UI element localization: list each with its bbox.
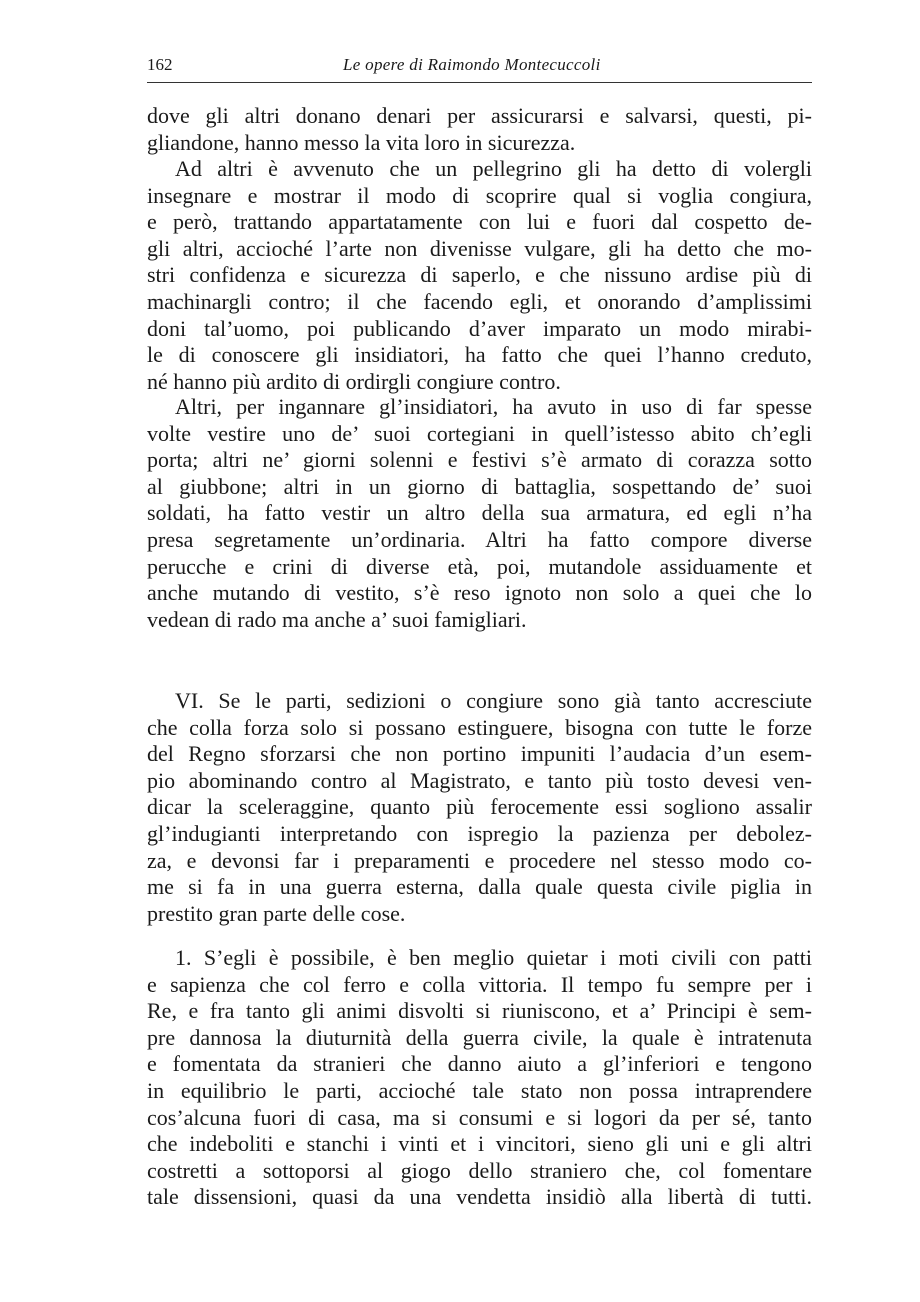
- text-line: gli altri, accioché l’arte non divenisse vulgare, gli ha detto che mo-: [147, 235, 812, 261]
- running-title: Le opere di Raimondo Montecuccoli: [343, 55, 601, 74]
- text-line: costretti a sottoporsi al giogo dello straniero che, col fomentare: [147, 1157, 812, 1183]
- page-number: 162: [147, 55, 173, 74]
- text-line: tale dissensioni, quasi da una vendetta insidiò alla libertà di tutti.: [147, 1184, 812, 1210]
- paragraph-2: [147, 156, 812, 395]
- text-line: le di conoscere gli insidiatori, ha fatto che quei l’hanno creduto,: [147, 342, 812, 368]
- text-line: prestito gran parte delle cose.: [147, 900, 406, 926]
- text-line: vedean di rado ma anche a’ suoi famigliari.: [147, 606, 527, 632]
- text-line: presa segretamente un’ordinaria. Altri ha fatto compore diverse: [147, 526, 812, 552]
- text-line: porta; altri ne’ giorni solenni e festivi s’è armato di corazza sotto: [147, 447, 812, 473]
- text-line: insegnare e mostrar il modo di scoprire qual si voglia congiura,: [147, 182, 812, 208]
- text-line: stri confidenza e sicurezza di saperlo, e che nissuno ardise più di: [147, 262, 812, 288]
- text-line: al giubbone; altri in un giorno di battaglia, sospettando de’ suoi: [147, 473, 812, 499]
- numbered-paragraph-1: [147, 945, 812, 1211]
- text-line: perucche e crini di diverse età, poi, mutandole assiduamente et: [147, 553, 812, 579]
- running-header: [147, 52, 812, 83]
- text-line: gliandone, hanno messo la vita loro in sicurezza.: [147, 129, 576, 155]
- text-line: za, e devonsi far i preparamenti e procedere nel stesso modo co-: [147, 847, 812, 873]
- text-line: dove gli altri donano denari per assicurarsi e salvarsi, questi, pi-: [147, 103, 812, 128]
- text-line: VI. Se le parti, sedizioni o congiure sono già tanto accresciute: [175, 688, 812, 713]
- text-line: Ad altri è avvenuto che un pellegrino gli ha detto di volergli: [175, 156, 812, 181]
- text-line: volte vestire uno de’ suoi cortegiani in quell’istesso abito ch’egli: [147, 420, 812, 446]
- paragraph-1: [147, 103, 812, 156]
- text-line: pre dannosa la diuturnità della guerra civile, la quale è intratenuta: [147, 1024, 812, 1050]
- text-line: cos’alcuna fuori di casa, ma si consumi e si logori da per sé, tanto: [147, 1104, 812, 1130]
- text-line: soldati, ha fatto vestir un altro della sua armatura, ed egli n’ha: [147, 500, 812, 526]
- text-line: Re, e fra tanto gli animi disvolti si riuniscono, et a’ Principi è sem-: [147, 998, 812, 1024]
- paragraph-3: [147, 394, 812, 633]
- text-line: machinargli contro; il che facendo egli, et onorando d’amplissimi: [147, 288, 812, 314]
- text-line: me si fa in una guerra esterna, dalla quale questa civile piglia in: [147, 874, 812, 900]
- text-line: doni tal’uomo, poi publicando d’aver imparato un modo mirabi-: [147, 315, 812, 341]
- text-line: e sapienza che col ferro e colla vittoria. Il tempo fu sempre per i: [147, 971, 812, 997]
- text-line: che indeboliti e stanchi i vinti et i vincitori, sieno gli uni e gli altri: [147, 1131, 812, 1157]
- text-line: del Regno sforzarsi che non portino impuniti l’audacia d’un esem-: [147, 741, 812, 767]
- section-vi-paragraph: [147, 688, 812, 927]
- text-line: dicar la sceleraggine, quanto più ferocemente essi sogliono assalir: [147, 794, 812, 820]
- text-line: e però, trattando appartatamente con lui e fuori dal cospetto de-: [147, 209, 812, 235]
- text-line: che colla forza solo si possano estinguere, bisogna con tutte le forze: [147, 714, 812, 740]
- text-line: in equilibrio le parti, accioché tale stato non possa intraprendere: [147, 1077, 812, 1103]
- text-line: né hanno più ardito di ordirgli congiure contro.: [147, 368, 561, 394]
- text-line: pio abominando contro al Magistrato, e tanto più tosto devesi ven-: [147, 767, 812, 793]
- text-line: e fomentata da stranieri che danno aiuto a gl’inferiori e tengono: [147, 1051, 812, 1077]
- text-line: anche mutando di vestito, s’è reso ignoto non solo a quei che lo: [147, 580, 812, 606]
- text-line: Altri, per ingannare gl’insidiatori, ha avuto in uso di far spesse: [175, 394, 812, 419]
- text-line: gl’indugianti interpretando con ispregio la pazienza per debolez-: [147, 820, 812, 846]
- text-line: 1. S’egli è possibile, è ben meglio quietar i moti civili con patti: [175, 945, 812, 970]
